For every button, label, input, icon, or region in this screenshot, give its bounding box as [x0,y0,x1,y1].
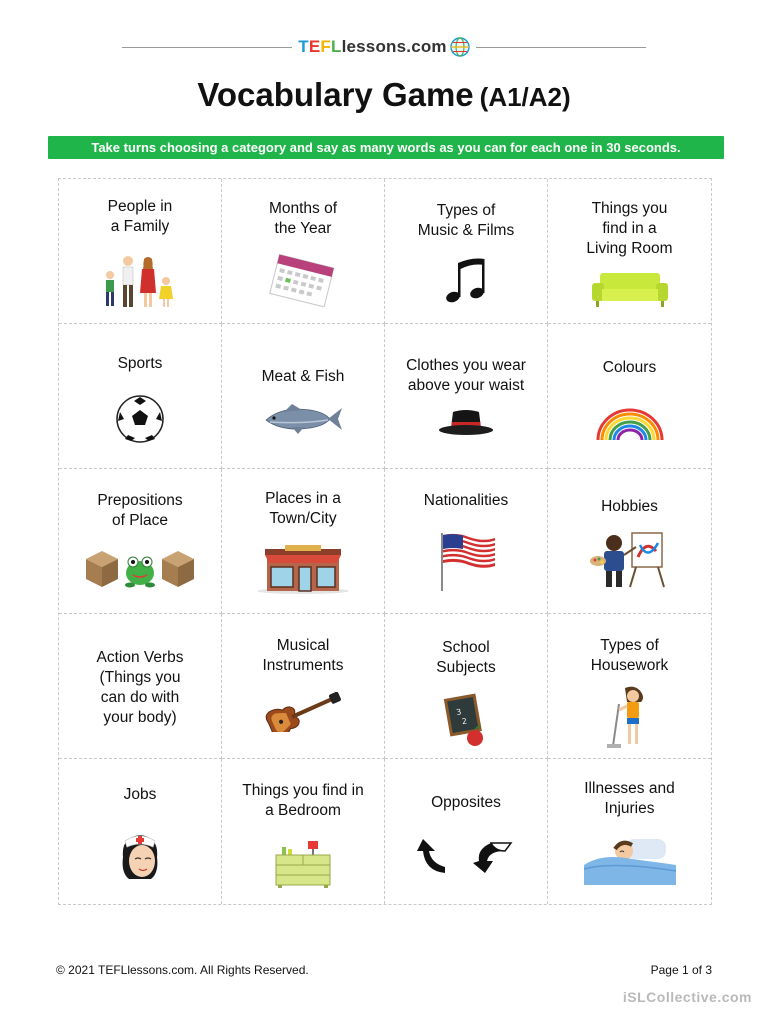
category-cell-bedroom [222,759,385,904]
category-label: People in a Family [107,198,173,235]
chalkboard-apple-icon [443,692,489,748]
soccer-ball-icon [115,394,165,444]
category-cell-school [385,614,548,759]
category-cell-opposites [385,759,548,904]
category-label: Jobs [123,786,157,803]
category-cell-sports [59,324,222,469]
logo-letter-t: T [298,37,309,56]
category-cell-living-room [548,179,711,324]
watermark: iSLCollective.com [622,989,752,1005]
tefl-logo [292,37,476,57]
category-label: Sports [117,355,163,372]
woman-mopping-icon [605,684,655,750]
music-note-icon [444,257,488,305]
hat-icon [437,408,495,438]
family-icon [100,253,180,309]
category-cell-hobbies [548,469,711,614]
page-number: Page 1 of 3 [650,963,712,977]
category-grid [58,178,712,905]
logo-row [122,36,646,58]
logo-letter-e: E [308,37,321,56]
category-label: Months of the Year [268,200,338,237]
category-cell-months [222,179,385,324]
category-label: Opposites [431,794,501,811]
category-label: Clothes you wear above your waist [406,357,526,394]
category-cell-illnesses [548,759,711,904]
category-cell-meat-fish [222,324,385,469]
category-cell-music [385,179,548,324]
sofa-icon [590,269,670,309]
shop-icon [255,545,351,595]
category-cell-clothes [385,324,548,469]
category-label: Colours [602,359,657,376]
rainbow-icon [592,404,668,444]
category-label: Meat & Fish [261,368,345,385]
sick-in-bed-icon [582,835,678,887]
category-cell-family [59,179,222,324]
category-label: Action Verbs (Things you can do with your body) [96,649,184,726]
category-label: Places in a Town/City [265,490,341,527]
category-cell-places [222,469,385,614]
title-text: Vocabulary Game [197,76,474,113]
category-label: Types of Music & Films [417,202,515,239]
category-label: School Subjects [436,639,496,676]
category-cell-nationalities [385,469,548,614]
category-cell-prepositions [59,469,222,614]
category-label: Types of Housework [590,637,669,674]
dresser-icon [272,837,334,889]
category-label: Prepositions of Place [97,492,183,529]
category-cell-jobs [59,759,222,904]
guitar-icon [261,692,345,732]
copyright-text: © 2021 TEFLlessons.com. All Rights Reserved. [56,963,309,977]
level-text: (A1/A2) [479,82,571,112]
logo-letter-f: F [320,37,331,56]
frog-boxes-icon [84,545,196,589]
category-label: Hobbies [601,498,658,515]
instruction-banner: Take turns choosing a category and say as many words as you can for each one in 30 seconds. [48,136,724,159]
category-cell-instruments [222,614,385,759]
category-cell-colours [548,324,711,469]
logo-domain: lessons.com [341,37,447,56]
category-label: Things you find in a Living Room [586,200,673,257]
globe-icon [450,37,470,57]
arrows-icon [415,833,517,877]
category-label: Musical Instruments [262,637,344,674]
divider-right [476,47,646,48]
category-label: Nationalities [423,492,509,509]
category-label: Things you find in a Bedroom [242,782,364,819]
calendar-icon [268,253,338,307]
category-cell-action-verbs [59,614,222,759]
page-title [0,76,768,114]
divider-left [122,47,292,48]
svg-text:2: 2 [461,716,468,727]
category-label: Illnesses and Injuries [584,780,675,817]
painter-icon [590,531,670,589]
category-cell-housework [548,614,711,759]
us-flag-icon [435,531,497,593]
nurse-icon [115,829,165,885]
logo-letter-l: L [330,37,342,56]
fish-icon [262,402,344,436]
svg-text:3: 3 [455,707,463,718]
